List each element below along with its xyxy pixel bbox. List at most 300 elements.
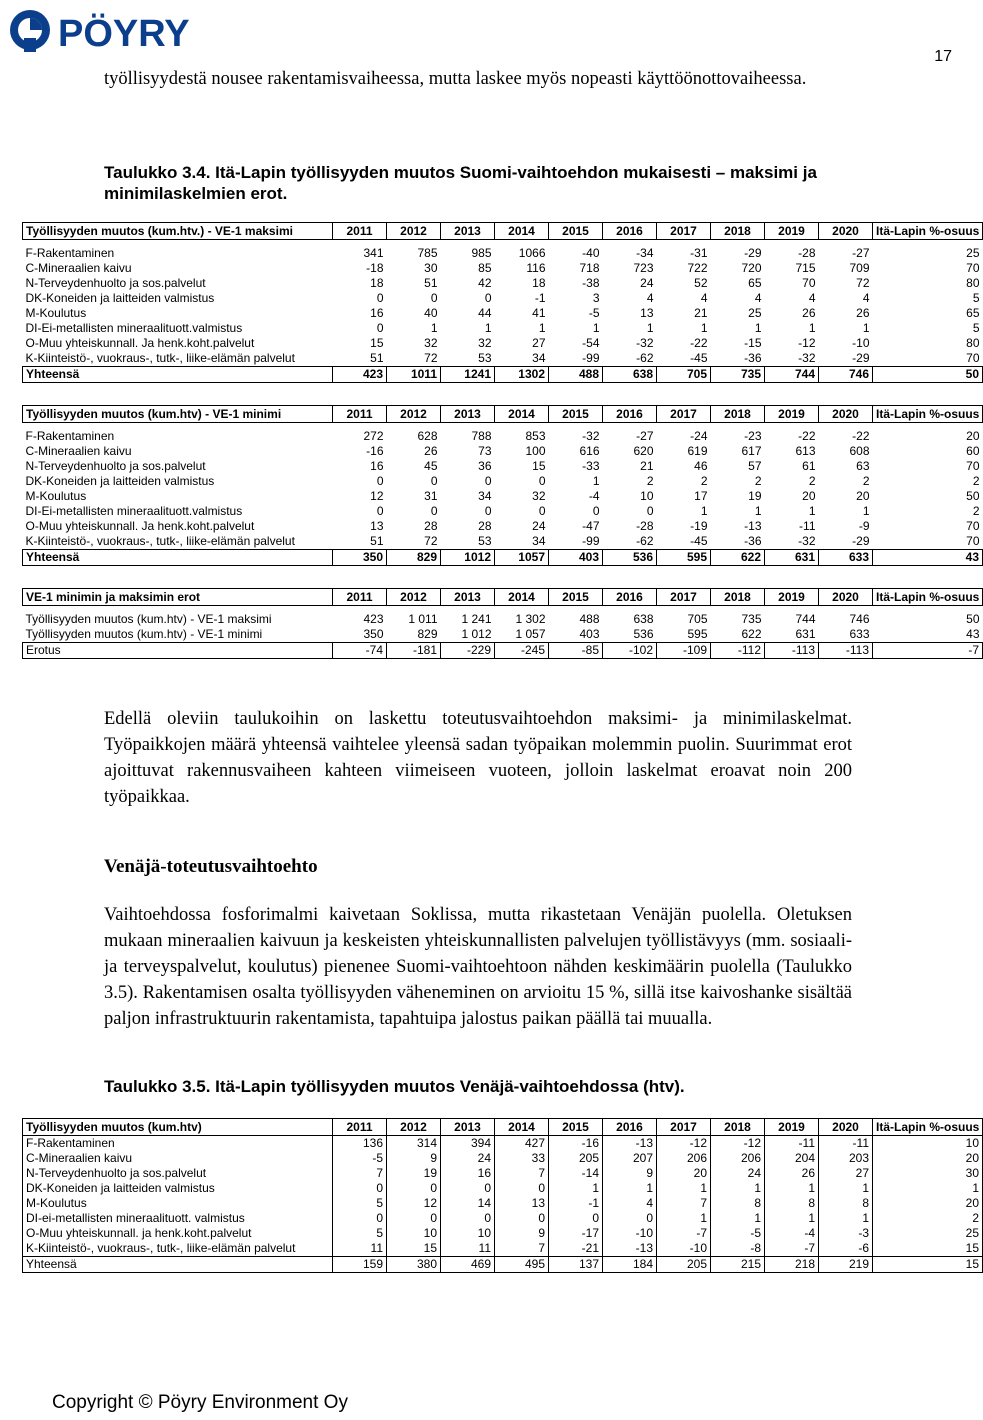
table-cell: 20	[966, 429, 980, 443]
table-cell: 1	[700, 321, 708, 335]
table-cell: 2013	[441, 589, 495, 606]
table-cell: 53	[478, 351, 492, 365]
table-cell: 50	[966, 489, 980, 503]
table-cell: 10	[387, 1226, 441, 1241]
row-label: Työllisyyden muutos (kum.htv) - VE-1 maksimi	[25, 612, 272, 626]
table-cell: -5	[333, 1151, 387, 1166]
table-cell: -40	[582, 246, 600, 260]
table-cell: -12	[657, 1136, 711, 1152]
table-cell: 2019	[765, 223, 819, 240]
table-cell: 829	[387, 550, 441, 566]
table-cell: 40	[424, 306, 438, 320]
table-cell: -29	[852, 534, 870, 548]
table-cell: -5	[588, 306, 600, 320]
table-cell: 2	[646, 474, 654, 488]
table-cell: 207	[603, 1151, 657, 1166]
row-label: C-Mineraalien kaivu	[25, 261, 132, 275]
table-cell: 10	[873, 1136, 983, 1152]
table-cell: 595	[657, 550, 711, 566]
table-cell: 613	[795, 444, 816, 458]
table-cell: 272	[363, 429, 384, 443]
table-cell: 608	[849, 444, 870, 458]
table-cell: -7	[873, 643, 983, 659]
table-row	[23, 519, 983, 534]
table-cell: 26	[424, 444, 438, 458]
table-cell: 1066	[518, 246, 546, 260]
table-cell: 159	[333, 1257, 387, 1273]
table-cell: 0	[387, 1211, 441, 1226]
table-cell: 4	[808, 291, 816, 305]
table-row	[23, 1226, 983, 1241]
table-cell: -4	[588, 489, 600, 503]
table-cell: 617	[741, 444, 762, 458]
table-cell: 30	[424, 261, 438, 275]
table-cell: 30	[873, 1166, 983, 1181]
page-number: 17	[934, 48, 952, 65]
table-cell: 631	[795, 627, 816, 641]
table-cell: 0	[376, 504, 384, 518]
table-cell: -13	[744, 519, 762, 533]
row-label: DI-Ei-metallisten mineraalituott.valmistus	[25, 504, 243, 518]
table-cell: 204	[765, 1151, 819, 1166]
table-row	[23, 321, 983, 336]
table-cell: -245	[495, 643, 549, 659]
table-cell: 9	[603, 1166, 657, 1181]
row-label: Yhteensä	[23, 550, 333, 566]
table-cell: 469	[441, 1257, 495, 1273]
row-label: M-Koulutus	[23, 1196, 333, 1211]
table-cell: 853	[525, 429, 546, 443]
table-cell: 2012	[387, 406, 441, 423]
table-cell: 2	[972, 474, 980, 488]
table-cell: -7	[765, 1241, 819, 1257]
table-cell: 53	[478, 534, 492, 548]
table-cell: 11	[441, 1241, 495, 1257]
table-cell: 15	[873, 1257, 983, 1273]
table-cell: 100	[525, 444, 546, 458]
row-label: Työllisyyden muutos (kum.htv) - VE-1 minimi	[25, 627, 263, 641]
table-cell: 4	[603, 1196, 657, 1211]
table-cell: 0	[430, 291, 438, 305]
table-cell: 723	[633, 261, 654, 275]
table-cell: 2020	[819, 1119, 873, 1136]
table-cell: 65	[966, 306, 980, 320]
table-cell: -21	[549, 1241, 603, 1257]
table-cell: 2013	[441, 223, 495, 240]
table-cell: 595	[687, 627, 708, 641]
table-cell: 0	[495, 1211, 549, 1226]
table-cell: 12	[387, 1196, 441, 1211]
table-cell: 10	[441, 1226, 495, 1241]
table-cell: 21	[694, 306, 708, 320]
table-cell: 70	[802, 276, 816, 290]
table-row	[23, 261, 983, 276]
table-cell: 1	[592, 474, 600, 488]
table-cell: 27	[819, 1166, 873, 1181]
table-cell: -24	[690, 429, 708, 443]
table-cell: -31	[690, 246, 708, 260]
table-cell: 15	[387, 1241, 441, 1257]
table-row	[23, 336, 983, 351]
table-cell: -34	[636, 246, 654, 260]
table-cell: 203	[819, 1151, 873, 1166]
table-cell: 985	[471, 246, 492, 260]
table-cell: 2	[972, 504, 980, 518]
table-cell: 5	[972, 291, 980, 305]
table-cell: 1	[862, 504, 870, 518]
table-cell: -11	[799, 519, 816, 533]
table-cell: 4	[646, 291, 654, 305]
table-cell: 14	[441, 1196, 495, 1211]
table-cell: 1 057	[515, 627, 546, 641]
table-cell: -10	[603, 1226, 657, 1241]
table-cell: 2018	[711, 589, 765, 606]
table-header-row	[23, 1119, 983, 1136]
table-cell: 0	[646, 504, 654, 518]
row-label: O-Muu yhteiskunnall. ja henk.koht.palvelut	[23, 1226, 333, 1241]
row-label: DI-Ei-metallisten mineraalituott.valmistus	[25, 321, 243, 335]
table-cell: 16	[370, 459, 384, 473]
table-cell: 1	[765, 1181, 819, 1196]
table-cell: -17	[549, 1226, 603, 1241]
table-cell: 60	[966, 444, 980, 458]
table-row	[23, 489, 983, 504]
table-cell: Itä-Lapin %-osuus	[873, 589, 983, 606]
table-cell: 65	[748, 276, 762, 290]
table-ve1-maksimi	[22, 222, 983, 383]
table-cell: 2013	[441, 1119, 495, 1136]
table-cell: 341	[363, 246, 384, 260]
table-row	[23, 429, 983, 444]
table-cell: 32	[532, 489, 546, 503]
table-cell: 7	[495, 1241, 549, 1257]
table-cell: 206	[657, 1151, 711, 1166]
table-cell: 2	[873, 1211, 983, 1226]
table-row	[23, 291, 983, 306]
table-cell: 205	[657, 1257, 711, 1273]
table-cell: 0	[538, 474, 546, 488]
row-label: N-Terveydenhuolto ja sos.palvelut	[25, 276, 206, 290]
table-cell: 427	[495, 1136, 549, 1152]
table-cell: 2016	[603, 223, 657, 240]
table-cell: 1	[657, 1181, 711, 1196]
table-cell: Itä-Lapin %-osuus	[873, 1119, 983, 1136]
table-cell: 19	[748, 489, 762, 503]
table-cell: -62	[636, 351, 654, 365]
table-cell: 10	[640, 489, 654, 503]
table-total-row	[23, 1257, 983, 1273]
table-cell: -15	[744, 336, 762, 350]
table-total-row	[23, 367, 983, 383]
table-cell: 2018	[711, 406, 765, 423]
row-label: N-Terveydenhuolto ja sos.palvelut	[23, 1166, 333, 1181]
table-cell: 718	[579, 261, 600, 275]
table-cell: -99	[582, 534, 600, 548]
table-cell: 27	[532, 336, 546, 350]
table-cell: 2	[862, 474, 870, 488]
table-cell: 0	[484, 474, 492, 488]
table-cell: -6	[819, 1241, 873, 1257]
table-cell: -23	[744, 429, 762, 443]
table-cell: 0	[441, 1211, 495, 1226]
table-row	[23, 1211, 983, 1226]
row-label: VE-1 minimin ja maksimin erot	[23, 589, 333, 606]
table-cell: 1 302	[515, 612, 546, 626]
table-cell: 15	[370, 336, 384, 350]
table-cell: 2014	[495, 406, 549, 423]
table-cell: 1	[538, 321, 546, 335]
table-cell: 2016	[603, 406, 657, 423]
row-label: K-Kiinteistö-, vuokraus-, tutk-, liike-elämän palvelut	[25, 534, 295, 548]
table-cell: 0	[592, 504, 600, 518]
table-header-row	[23, 406, 983, 423]
table-cell: 5	[333, 1226, 387, 1241]
table-cell: 24	[711, 1166, 765, 1181]
table-cell: 2019	[765, 406, 819, 423]
table-cell: 1	[819, 1211, 873, 1226]
table-cell: 1	[657, 1211, 711, 1226]
table-cell: 61	[802, 459, 816, 473]
table-cell: -112	[711, 643, 765, 659]
table-cell: 1 011	[408, 612, 438, 626]
table-row	[23, 1136, 983, 1152]
table-cell: -22	[690, 336, 708, 350]
table-cell: -5	[711, 1226, 765, 1241]
table-cell: 16	[441, 1166, 495, 1181]
table-cell: 4	[700, 291, 708, 305]
table-cell: 26	[765, 1166, 819, 1181]
table-cell: 72	[856, 276, 870, 290]
paragraph-russia-alternative: Vaihtoehdossa fosforimalmi kaivetaan Soklissa, mutta rikastetaan Venäjän puolella. Oletuksen mukaan mineraalien kaivuun ja keskeisten yhteiskunnallisten palvelujen työllistävyys (mm. sosiaali- ja terveyspalvelut, koulutus) pienenee Suomi-vaihtoehtoon nähden keskimäärin puolella (Taulukko 3.5). Rakentamisen osalta työllisyyden väheneminen on arvioitu 15 %, sillä itse kaivoshanke sisältää paljon infrastruktuurin rakentamista, tapahtuipa jalostus paikan päällä tai muualla.	[104, 905, 852, 1029]
table-cell: 3	[592, 291, 600, 305]
table-cell: 63	[856, 459, 870, 473]
table-cell: 26	[856, 306, 870, 320]
table-cell: 744	[765, 367, 819, 383]
table-cell: 5	[972, 321, 980, 335]
table-cell: 33	[495, 1151, 549, 1166]
table-cell: -102	[603, 643, 657, 659]
table-cell: 0	[376, 321, 384, 335]
row-label: C-Mineraalien kaivu	[25, 444, 132, 458]
table-cell: 184	[603, 1257, 657, 1273]
table-cell: -1	[534, 291, 546, 305]
row-label: K-Kiinteistö-, vuokraus-, tutk-, liike-elämän palvelut	[23, 1241, 333, 1257]
table-cell: 1	[862, 321, 870, 335]
table-cell: 1	[484, 321, 492, 335]
table-cell: 1	[808, 321, 816, 335]
table-cell: 0	[484, 291, 492, 305]
table-cell: 1011	[387, 367, 441, 383]
table-cell: 18	[370, 276, 384, 290]
table-cell: 616	[579, 444, 600, 458]
table-cell: 72	[424, 351, 438, 365]
table-cell: 2017	[657, 1119, 711, 1136]
table-cell: 219	[819, 1257, 873, 1273]
table-cell: 2014	[495, 1119, 549, 1136]
table-cell: 705	[657, 367, 711, 383]
table-cell: 2011	[333, 1119, 387, 1136]
table-cell: -229	[441, 643, 495, 659]
table-cell: -32	[798, 534, 816, 548]
table-row	[23, 474, 983, 489]
table-cell: 41	[532, 306, 546, 320]
table-cell: 0	[387, 1181, 441, 1196]
table-cell: -85	[549, 643, 603, 659]
table-row	[23, 534, 983, 550]
table-cell: -113	[765, 643, 819, 659]
table-cell: 7	[495, 1166, 549, 1181]
paragraph-differences: Edellä oleviin taulukoihin on laskettu toteutusvaihtoehdon maksimi- ja minimilaskelmat. Työpaikkojen määrä yhteensä vaihtelee yleensä sadan työpaikan molemmin puolin. Suurimmat erot ajoittuvat rakennusvaiheen kahteen viimeiseen vuoteen, jolloin laskelmat eroavat noin 200 työpaikkaa.	[104, 709, 852, 807]
table-header-row	[23, 223, 983, 240]
table-cell: 1	[819, 1181, 873, 1196]
table-cell: 2013	[441, 406, 495, 423]
table-cell: 51	[370, 534, 384, 548]
table-cell: 45	[424, 459, 438, 473]
table-cell: 720	[741, 261, 762, 275]
table-cell: -28	[798, 246, 816, 260]
table-row	[23, 351, 983, 367]
table-cell: 0	[441, 1181, 495, 1196]
table-cell: 0	[376, 291, 384, 305]
table-cell: 1 241	[461, 612, 492, 626]
row-label: Työllisyyden muutos (kum.htv.) - VE-1 maksimi	[23, 223, 333, 240]
table-row	[23, 612, 983, 627]
table-cell: 403	[549, 550, 603, 566]
table-header-row	[23, 589, 983, 606]
table-cell: 1	[549, 1181, 603, 1196]
table-cell: -113	[819, 643, 873, 659]
row-label: C-Mineraalien kaivu	[23, 1151, 333, 1166]
row-label: DK-Koneiden ja laitteiden valmistus	[23, 1181, 333, 1196]
table-row	[23, 1181, 983, 1196]
table-cell: -22	[852, 429, 870, 443]
table-cell: 1241	[441, 367, 495, 383]
table-cell: 620	[633, 444, 654, 458]
table-cell: 2019	[765, 1119, 819, 1136]
table-cell: 1	[765, 1211, 819, 1226]
table-cell: 1302	[495, 367, 549, 383]
table-cell: 1057	[495, 550, 549, 566]
table-caption-3-5: Taulukko 3.5. Itä-Lapin työllisyyden muutos Venäjä-vaihtoehdossa (htv).	[104, 1077, 685, 1096]
table-caption-3-4: Taulukko 3.4. Itä-Lapin työllisyyden muutos Suomi-vaihtoehdon mukaisesti – maksimi ja minimilaskelmien erot.	[104, 163, 817, 203]
table-cell: -29	[744, 246, 762, 260]
row-label: O-Muu yhteiskunnall. Ja henk.koht.palvelut	[25, 336, 255, 350]
table-cell: 215	[711, 1257, 765, 1273]
table-cell: -18	[366, 261, 384, 275]
table-cell: 785	[417, 246, 438, 260]
table-cell: 32	[478, 336, 492, 350]
table-cell: 2015	[549, 589, 603, 606]
table-cell: 638	[603, 367, 657, 383]
table-cell: 744	[795, 612, 816, 626]
table-cell: 20	[856, 489, 870, 503]
table-cell: 2020	[819, 406, 873, 423]
table-cell: -27	[636, 429, 654, 443]
table-cell: 28	[424, 519, 438, 533]
table-cell: 218	[765, 1257, 819, 1273]
row-label: Erotus	[23, 643, 333, 659]
table-cell: 20	[873, 1151, 983, 1166]
table-cell: 2014	[495, 223, 549, 240]
table-cell: 746	[819, 367, 873, 383]
table-cell: 488	[549, 367, 603, 383]
table-cell: 13	[370, 519, 384, 533]
table-cell: 43	[873, 550, 983, 566]
table-cell: 746	[849, 612, 870, 626]
table-cell: 619	[687, 444, 708, 458]
table-cell: -45	[690, 534, 708, 548]
table-row	[23, 459, 983, 474]
table-cell: -13	[603, 1136, 657, 1152]
table-cell: 15	[532, 459, 546, 473]
table-cell: 1	[700, 504, 708, 518]
table-cell: 70	[966, 261, 980, 275]
table-cell: 1	[603, 1181, 657, 1196]
row-label: DI-ei-metallisten mineraalituott. valmistus	[23, 1211, 333, 1226]
table-cell: 80	[966, 276, 980, 290]
row-label: M-Koulutus	[25, 489, 87, 503]
table-cell: 20	[873, 1196, 983, 1211]
table-cell: 20	[657, 1166, 711, 1181]
table-cell: 2011	[333, 589, 387, 606]
row-label: F-Rakentaminen	[23, 1136, 333, 1152]
table-cell: 2015	[549, 406, 603, 423]
row-label: Työllisyyden muutos (kum.htv) - VE-1 minimi	[23, 406, 333, 423]
table-row	[23, 444, 983, 459]
section-heading: Venäjä-toteutusvaihtoehto	[104, 856, 318, 877]
table-cell: 11	[333, 1241, 387, 1257]
table-cell: -181	[387, 643, 441, 659]
table-cell: 13	[640, 306, 654, 320]
table-cell: 0	[333, 1181, 387, 1196]
table-cell: 52	[694, 276, 708, 290]
row-label: O-Muu yhteiskunnall. Ja henk.koht.palvelut	[25, 519, 255, 533]
table-row	[23, 1241, 983, 1257]
row-label: N-Terveydenhuolto ja sos.palvelut	[25, 459, 206, 473]
table-cell: 8	[765, 1196, 819, 1211]
table-cell: 0	[538, 504, 546, 518]
table-cell: 28	[478, 519, 492, 533]
table-cell: 2012	[387, 223, 441, 240]
table-cell: 2016	[603, 1119, 657, 1136]
table-cell: 12	[370, 489, 384, 503]
table-cell: -33	[582, 459, 600, 473]
table-cell: 17	[694, 489, 708, 503]
table-cell: 18	[532, 276, 546, 290]
table-cell: 394	[441, 1136, 495, 1152]
table-cell: 4	[754, 291, 762, 305]
table-cell: 715	[795, 261, 816, 275]
table-cell: -54	[582, 336, 600, 350]
table-cell: 631	[765, 550, 819, 566]
table-cell: 2019	[765, 589, 819, 606]
table-cell: 80	[966, 336, 980, 350]
table-cell: -99	[582, 351, 600, 365]
table-cell: 116	[526, 261, 546, 275]
table-cell: 24	[640, 276, 654, 290]
table-total-row	[23, 643, 983, 659]
table-cell: 488	[579, 612, 600, 626]
table-cell: -62	[636, 534, 654, 548]
table-total-row	[23, 550, 983, 566]
table-cell: 0	[495, 1181, 549, 1196]
table-cell: 423	[333, 367, 387, 383]
table-cell: 25	[873, 1226, 983, 1241]
row-label: F-Rakentaminen	[25, 429, 115, 443]
table-cell: 638	[633, 612, 654, 626]
table-cell: 709	[849, 261, 870, 275]
table-cell: 788	[471, 429, 492, 443]
